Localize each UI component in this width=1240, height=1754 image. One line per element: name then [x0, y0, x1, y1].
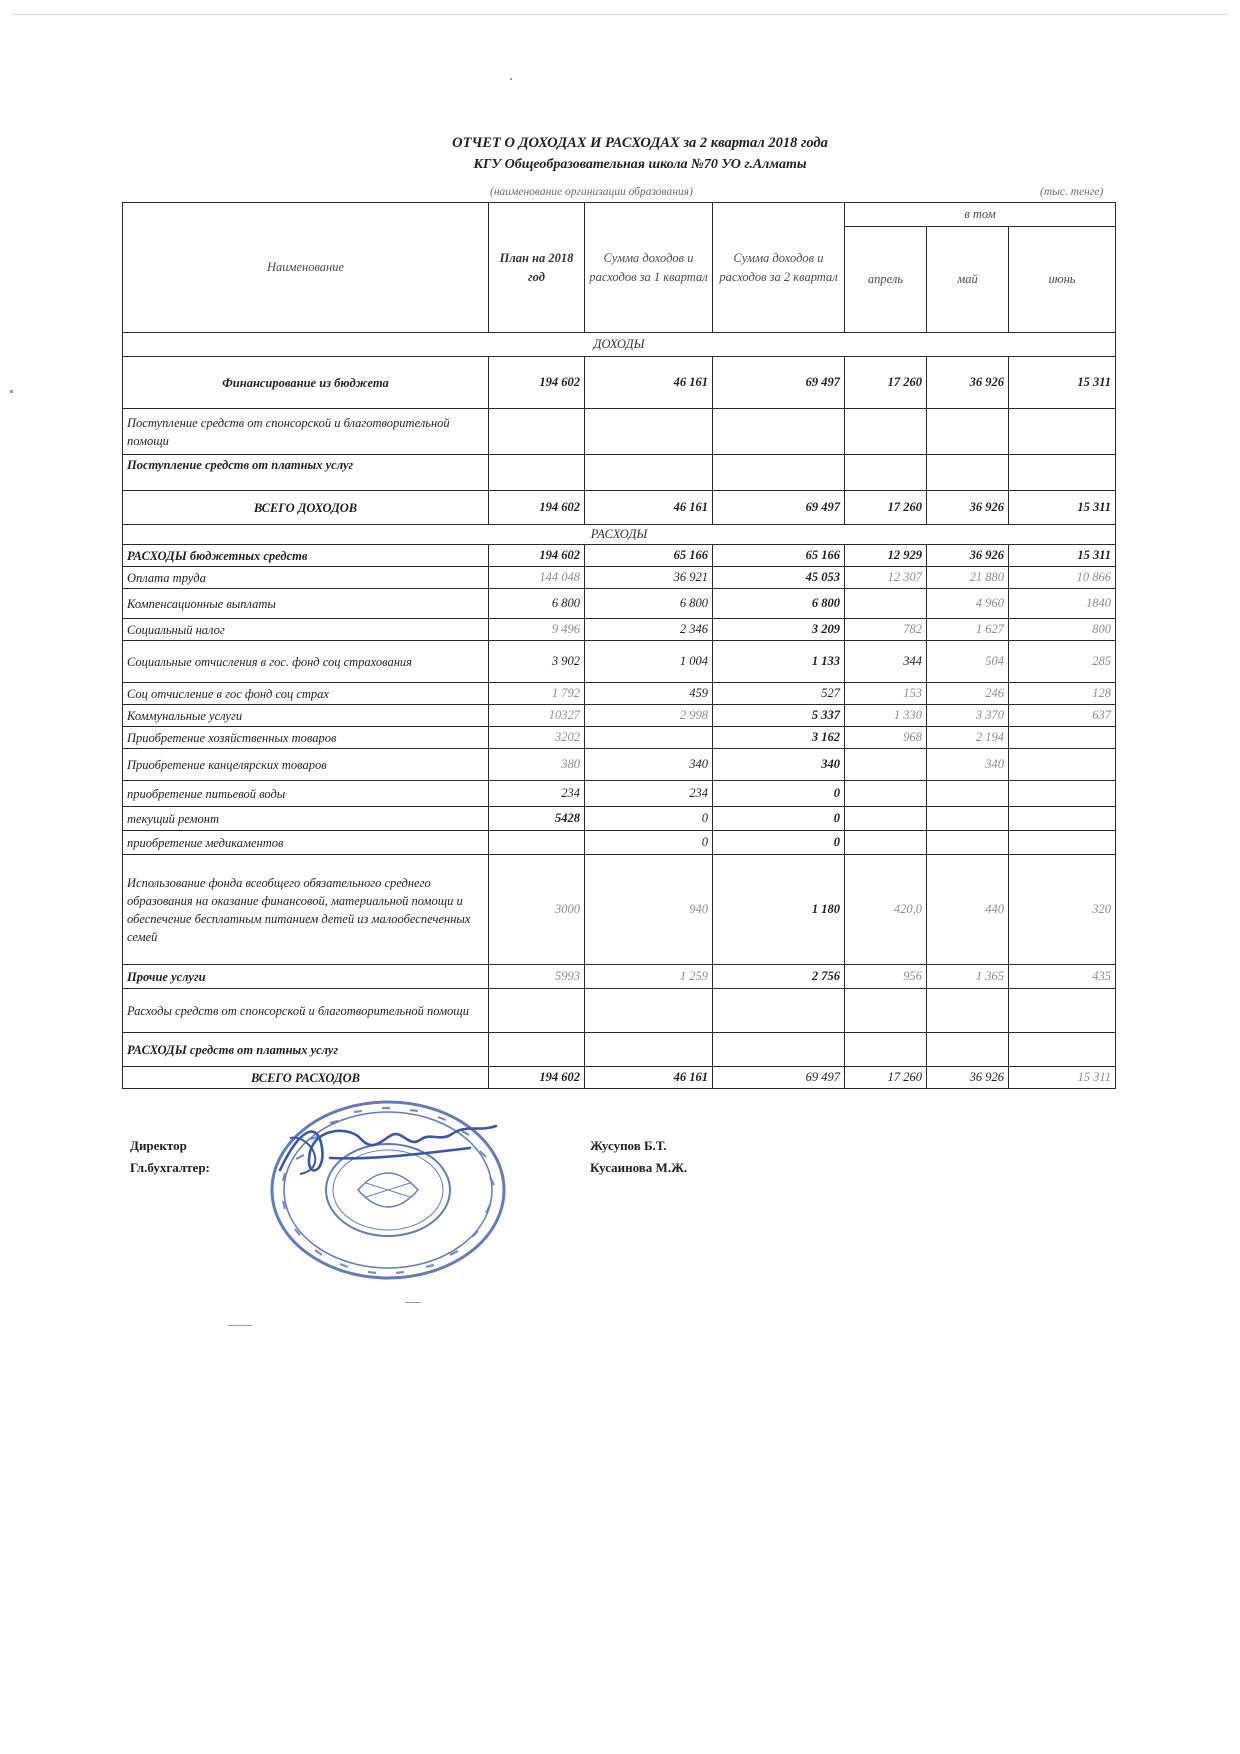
report-title: ОТЧЕТ О ДОХОДАХ И РАСХОДАХ за 2 квартал 2018 года [452, 135, 828, 151]
cell-may: 36 926 [927, 491, 1009, 525]
cell-may: 36 926 [927, 545, 1009, 567]
cell-q2: 1 180 [713, 855, 845, 965]
signature-icon [270, 1108, 520, 1188]
cell-april: 956 [845, 965, 927, 989]
cell-april: 17 260 [845, 491, 927, 525]
cell-june [1009, 409, 1116, 455]
column-header-q1: Сумма доходов и расходов за 1 квартал [585, 203, 713, 333]
table-row [123, 1067, 1116, 1089]
cell-may: 21 880 [927, 567, 1009, 589]
cell-may: 1 627 [927, 619, 1009, 641]
cell-q2: 65 166 [713, 545, 845, 567]
cell-q1: 459 [585, 683, 713, 705]
cell-may: 36 926 [927, 1067, 1009, 1089]
cell-may [927, 989, 1009, 1033]
cell-june [1009, 727, 1116, 749]
cell-april [845, 1033, 927, 1067]
cell-q1: 46 161 [585, 491, 713, 525]
table-row [123, 965, 1116, 989]
cell-q2: 3 209 [713, 619, 845, 641]
cell-q2 [713, 409, 845, 455]
organization-name: КГУ Общеобразовательная школа №70 УО г.Алматы [473, 157, 807, 172]
table-row [123, 545, 1116, 567]
table-row [123, 989, 1116, 1033]
cell-plan: 194 602 [489, 1067, 585, 1089]
cell-q2: 45 053 [713, 567, 845, 589]
scan-speck [10, 390, 13, 393]
cell-june: 15 311 [1009, 357, 1116, 409]
cell-april [845, 781, 927, 807]
cell-plan: 9 496 [489, 619, 585, 641]
column-header-april: апрель [845, 227, 927, 333]
table-row [123, 807, 1116, 831]
cell-q2: 0 [713, 831, 845, 855]
cell-q1: 1 004 [585, 641, 713, 683]
cell-plan [489, 831, 585, 855]
cell-q2: 1 133 [713, 641, 845, 683]
row-name: Приобретение хозяйственных товаров [123, 727, 489, 749]
cell-q2: 0 [713, 781, 845, 807]
table-row [123, 455, 1116, 491]
section-title-expenses: РАСХОДЫ [123, 525, 1116, 545]
cell-june: 15 311 [1009, 491, 1116, 525]
scan-edge-line [12, 14, 1228, 15]
report-table [122, 202, 1116, 1089]
cell-plan: 194 602 [489, 491, 585, 525]
cell-june [1009, 749, 1116, 781]
cell-june: 320 [1009, 855, 1116, 965]
cell-april: 12 929 [845, 545, 927, 567]
row-name: РАСХОДЫ бюджетных средств [123, 545, 489, 567]
row-name: Поступление средств от платных услуг [123, 455, 489, 491]
cell-plan: 144 048 [489, 567, 585, 589]
cell-plan: 1 792 [489, 683, 585, 705]
cell-june: 435 [1009, 965, 1116, 989]
row-name: РАСХОДЫ средств от платных услуг [123, 1033, 489, 1067]
section-title-income: ДОХОДЫ [123, 333, 1116, 357]
table-row [123, 781, 1116, 807]
cell-june: 800 [1009, 619, 1116, 641]
cell-q1: 65 166 [585, 545, 713, 567]
cell-may: 340 [927, 749, 1009, 781]
cell-april [845, 989, 927, 1033]
scan-speck [510, 78, 512, 80]
cell-plan: 194 602 [489, 357, 585, 409]
cell-may: 440 [927, 855, 1009, 965]
cell-plan [489, 455, 585, 491]
cell-q1: 46 161 [585, 1067, 713, 1089]
cell-q2: 527 [713, 683, 845, 705]
table-row [123, 491, 1116, 525]
row-name: ВСЕГО РАСХОДОВ [123, 1067, 489, 1089]
column-header-may: май [927, 227, 1009, 333]
cell-q2: 0 [713, 807, 845, 831]
organization-caption: (наименование организации образования) [490, 186, 693, 198]
cell-q1: 0 [585, 831, 713, 855]
cell-april: 17 260 [845, 1067, 927, 1089]
table-row [123, 831, 1116, 855]
table-row [123, 727, 1116, 749]
cell-q2 [713, 455, 845, 491]
column-header-name: Наименование [123, 203, 489, 333]
cell-may [927, 807, 1009, 831]
cell-q1: 940 [585, 855, 713, 965]
row-name: Соц отчисление в гос фонд соц страх [123, 683, 489, 705]
cell-q2: 69 497 [713, 1067, 845, 1089]
row-name: ВСЕГО ДОХОДОВ [123, 491, 489, 525]
cell-q1 [585, 989, 713, 1033]
cell-plan: 10327 [489, 705, 585, 727]
row-name: Коммунальные услуги [123, 705, 489, 727]
cell-june [1009, 455, 1116, 491]
units-note: (тыс. тенге) [1040, 186, 1104, 198]
row-name: Социальные отчисления в гос. фонд соц страхования [123, 641, 489, 683]
cell-june: 15 311 [1009, 545, 1116, 567]
table-row [123, 855, 1116, 965]
cell-q1: 46 161 [585, 357, 713, 409]
cell-june: 637 [1009, 705, 1116, 727]
cell-q1 [585, 409, 713, 455]
cell-plan: 234 [489, 781, 585, 807]
row-name: Поступление средств от спонсорской и благотворительной помощи [123, 409, 489, 455]
cell-june [1009, 781, 1116, 807]
cell-april: 968 [845, 727, 927, 749]
cell-april [845, 455, 927, 491]
table-row [123, 409, 1116, 455]
column-header-june: июнь [1009, 227, 1116, 333]
table-row [123, 619, 1116, 641]
cell-june: 15 311 [1009, 1067, 1116, 1089]
cell-june: 285 [1009, 641, 1116, 683]
cell-may: 3 370 [927, 705, 1009, 727]
cell-june [1009, 1033, 1116, 1067]
report-title-block [300, 132, 980, 176]
cell-june [1009, 807, 1116, 831]
cell-june: 10 866 [1009, 567, 1116, 589]
cell-may [927, 1033, 1009, 1067]
cell-may: 4 960 [927, 589, 1009, 619]
cell-q1 [585, 727, 713, 749]
table-row [123, 705, 1116, 727]
cell-plan: 194 602 [489, 545, 585, 567]
cell-q1: 340 [585, 749, 713, 781]
cell-april: 782 [845, 619, 927, 641]
cell-may [927, 781, 1009, 807]
row-name: Оплата труда [123, 567, 489, 589]
column-header-plan: План на 2018 год [489, 203, 585, 333]
cell-june [1009, 989, 1116, 1033]
cell-q1: 1 259 [585, 965, 713, 989]
row-name: Финансирование из бюджета [123, 357, 489, 409]
cell-april [845, 409, 927, 455]
cell-q2 [713, 1033, 845, 1067]
cell-april: 12 307 [845, 567, 927, 589]
cell-plan [489, 1033, 585, 1067]
table-row [123, 1033, 1116, 1067]
cell-april [845, 831, 927, 855]
row-name: Использование фонда всеобщего обязательного среднего образования на оказание финансовой, материальной помощи и обеспечение бесплатным питанием детей из малообеспеченных семей [123, 855, 489, 965]
cell-may [927, 831, 1009, 855]
cell-q2: 6 800 [713, 589, 845, 619]
scan-speck [228, 1325, 252, 1326]
table-row [123, 589, 1116, 619]
cell-may: 1 365 [927, 965, 1009, 989]
cell-plan: 3 902 [489, 641, 585, 683]
cell-q1 [585, 1033, 713, 1067]
cell-april [845, 807, 927, 831]
cell-may: 246 [927, 683, 1009, 705]
row-name: приобретение медикаментов [123, 831, 489, 855]
cell-q2: 3 162 [713, 727, 845, 749]
table-row [123, 567, 1116, 589]
cell-plan: 5428 [489, 807, 585, 831]
cell-june [1009, 831, 1116, 855]
row-name: Прочие услуги [123, 965, 489, 989]
row-name: Приобретение канцелярских товаров [123, 749, 489, 781]
cell-april [845, 749, 927, 781]
row-name: текущий ремонт [123, 807, 489, 831]
table-row [123, 641, 1116, 683]
cell-q1: 0 [585, 807, 713, 831]
cell-may: 2 194 [927, 727, 1009, 749]
cell-q2: 69 497 [713, 357, 845, 409]
cell-plan: 5993 [489, 965, 585, 989]
cell-plan: 380 [489, 749, 585, 781]
cell-april: 1 330 [845, 705, 927, 727]
column-header-q2: Сумма доходов и расходов за 2 квартал [713, 203, 845, 333]
accountant-name: Кусаинова М.Ж. [590, 1160, 688, 1175]
cell-plan [489, 989, 585, 1033]
cell-june: 1840 [1009, 589, 1116, 619]
table-row [123, 749, 1116, 781]
row-name: Социальный налог [123, 619, 489, 641]
cell-q2: 2 756 [713, 965, 845, 989]
director-name: Жусупов Б.Т. [590, 1138, 667, 1153]
scan-speck [405, 1302, 421, 1303]
cell-q1: 234 [585, 781, 713, 807]
cell-may [927, 455, 1009, 491]
cell-q1: 2 998 [585, 705, 713, 727]
cell-june: 128 [1009, 683, 1116, 705]
row-name: Компенсационные выплаты [123, 589, 489, 619]
column-group-header: в том [845, 203, 1116, 227]
cell-q2: 5 337 [713, 705, 845, 727]
cell-april: 17 260 [845, 357, 927, 409]
cell-plan: 3000 [489, 855, 585, 965]
table-row [123, 683, 1116, 705]
cell-may [927, 409, 1009, 455]
cell-q2: 69 497 [713, 491, 845, 525]
cell-q2: 340 [713, 749, 845, 781]
cell-q1: 2 346 [585, 619, 713, 641]
accountant-role: Гл.бухгалтер: [130, 1160, 210, 1175]
cell-q1: 6 800 [585, 589, 713, 619]
cell-april: 420,0 [845, 855, 927, 965]
director-role: Директор [130, 1138, 187, 1153]
cell-april: 344 [845, 641, 927, 683]
cell-plan [489, 409, 585, 455]
cell-may: 504 [927, 641, 1009, 683]
cell-plan: 3202 [489, 727, 585, 749]
table-row [123, 357, 1116, 409]
cell-april: 153 [845, 683, 927, 705]
cell-plan: 6 800 [489, 589, 585, 619]
cell-april [845, 589, 927, 619]
cell-q1: 36 921 [585, 567, 713, 589]
cell-may: 36 926 [927, 357, 1009, 409]
row-name: приобретение питьевой воды [123, 781, 489, 807]
cell-q1 [585, 455, 713, 491]
row-name: Расходы средств от спонсорской и благотворительной помощи [123, 989, 489, 1033]
cell-q2 [713, 989, 845, 1033]
